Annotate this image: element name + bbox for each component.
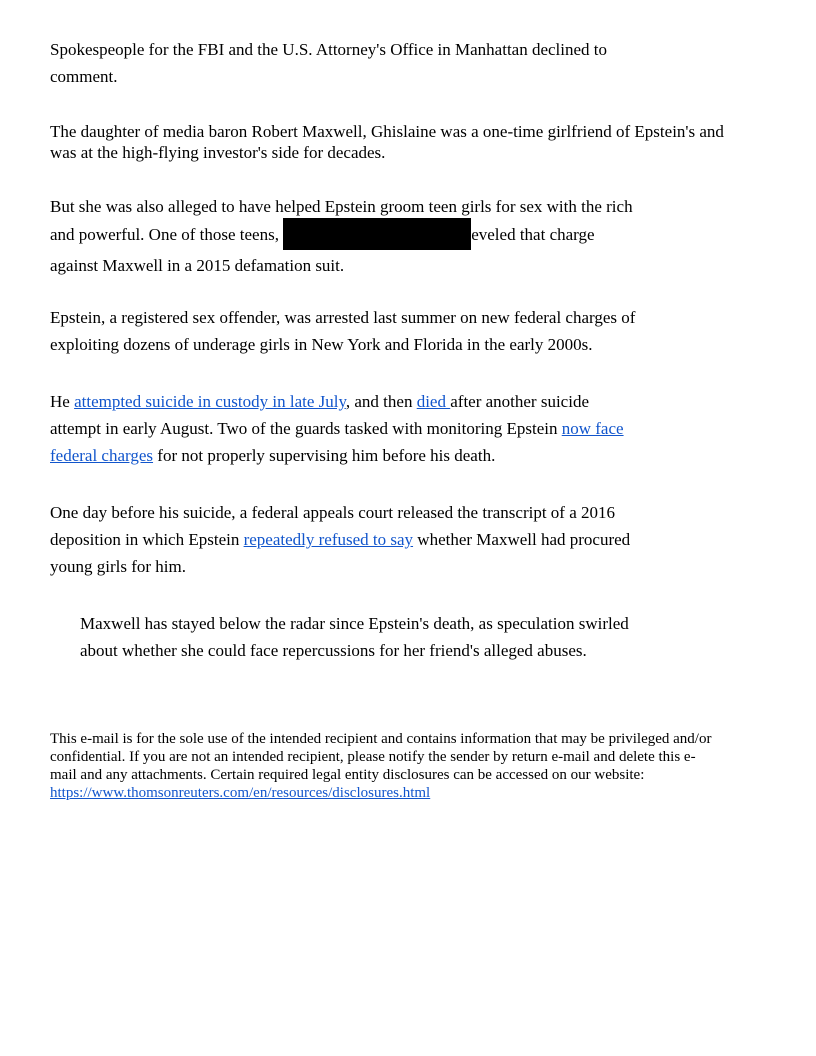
text-segment: for not properly supervising him before his death. (153, 446, 496, 465)
paragraph-line: Spokespeople for the FBI and the U.S. Attorney's Office in Manhattan declined to (50, 40, 608, 59)
paragraph-line (50, 442, 624, 469)
paragraph-below-radar (80, 610, 629, 664)
paragraph-deposition (50, 499, 630, 580)
text-segment: eveled that charge (471, 224, 595, 244)
text-segment: after another suicide (450, 392, 589, 411)
paragraph-line: against Maxwell in a 2015 defamation suit. (50, 256, 345, 275)
disclaimer-line: This e-mail is for the sole use of the intended recipient and contains information that may be privileged and/or (50, 731, 712, 747)
paragraph-line (50, 526, 630, 553)
paragraph-line: about whether she could face repercussions for her friend's alleged abuses. (80, 641, 587, 660)
text-segment: He (50, 392, 75, 411)
link-now-face[interactable]: now face (561, 419, 624, 438)
paragraph-line (50, 220, 633, 252)
disclaimer-line (50, 784, 766, 802)
paragraph-alleged (50, 193, 633, 279)
paragraph-line: The daughter of media baron Robert Maxwell, Ghislaine was a one-time girlfriend of Epstein's and (50, 122, 724, 141)
text-segment: whether Maxwell had procured (413, 530, 631, 549)
link-attempted-suicide[interactable]: attempted suicide in custody in late July (74, 392, 346, 411)
paragraph-line (50, 388, 624, 415)
email-disclaimer (50, 730, 766, 802)
paragraph-line: Maxwell has stayed below the radar since Epstein's death, as speculation swirled (80, 614, 629, 633)
link-disclosures[interactable]: https://www.thomsonreuters.com/en/resources/disclosures.html (50, 785, 431, 801)
disclaimer-line: mail and any attachments. Certain required legal entity disclosures can be accessed on our website: (50, 767, 645, 783)
paragraph-daughter (50, 121, 724, 163)
paragraph-line: exploiting dozens of underage girls in New York and Florida in the early 2000s. (50, 335, 593, 354)
paragraph-line: comment. (50, 67, 118, 86)
paragraph-line: But she was also alleged to have helped Epstein groom teen girls for sex with the rich (50, 197, 633, 216)
disclaimer-line: confidential. If you are not an intended recipient, please notify the sender by return e-mail and delete this e- (50, 749, 696, 765)
text-segment: attempt in early August. Two of the guards tasked with monitoring Epstein (50, 419, 562, 438)
paragraph-line: Epstein, a registered sex offender, was arrested last summer on new federal charges of (50, 308, 636, 327)
paragraph-line (50, 415, 624, 442)
paragraph-line: One day before his suicide, a federal appeals court released the transcript of a 2016 (50, 503, 616, 522)
text-segment: deposition in which Epstein (50, 530, 244, 549)
link-repeatedly-refused[interactable]: repeatedly refused to say (243, 530, 414, 549)
paragraph-line: young girls for him. (50, 557, 186, 576)
link-died[interactable]: died (416, 392, 451, 411)
paragraph-spokespeople (50, 36, 607, 90)
paragraph-suicide (50, 388, 624, 469)
redaction-box (283, 218, 471, 250)
paragraph-line: was at the high-flying investor's side for decades. (50, 143, 386, 162)
paragraph-arrested (50, 304, 635, 358)
text-segment: , and then (345, 392, 417, 411)
text-segment: and powerful. One of those teens, (50, 224, 284, 244)
link-federal-charges[interactable]: federal charges (50, 446, 154, 465)
